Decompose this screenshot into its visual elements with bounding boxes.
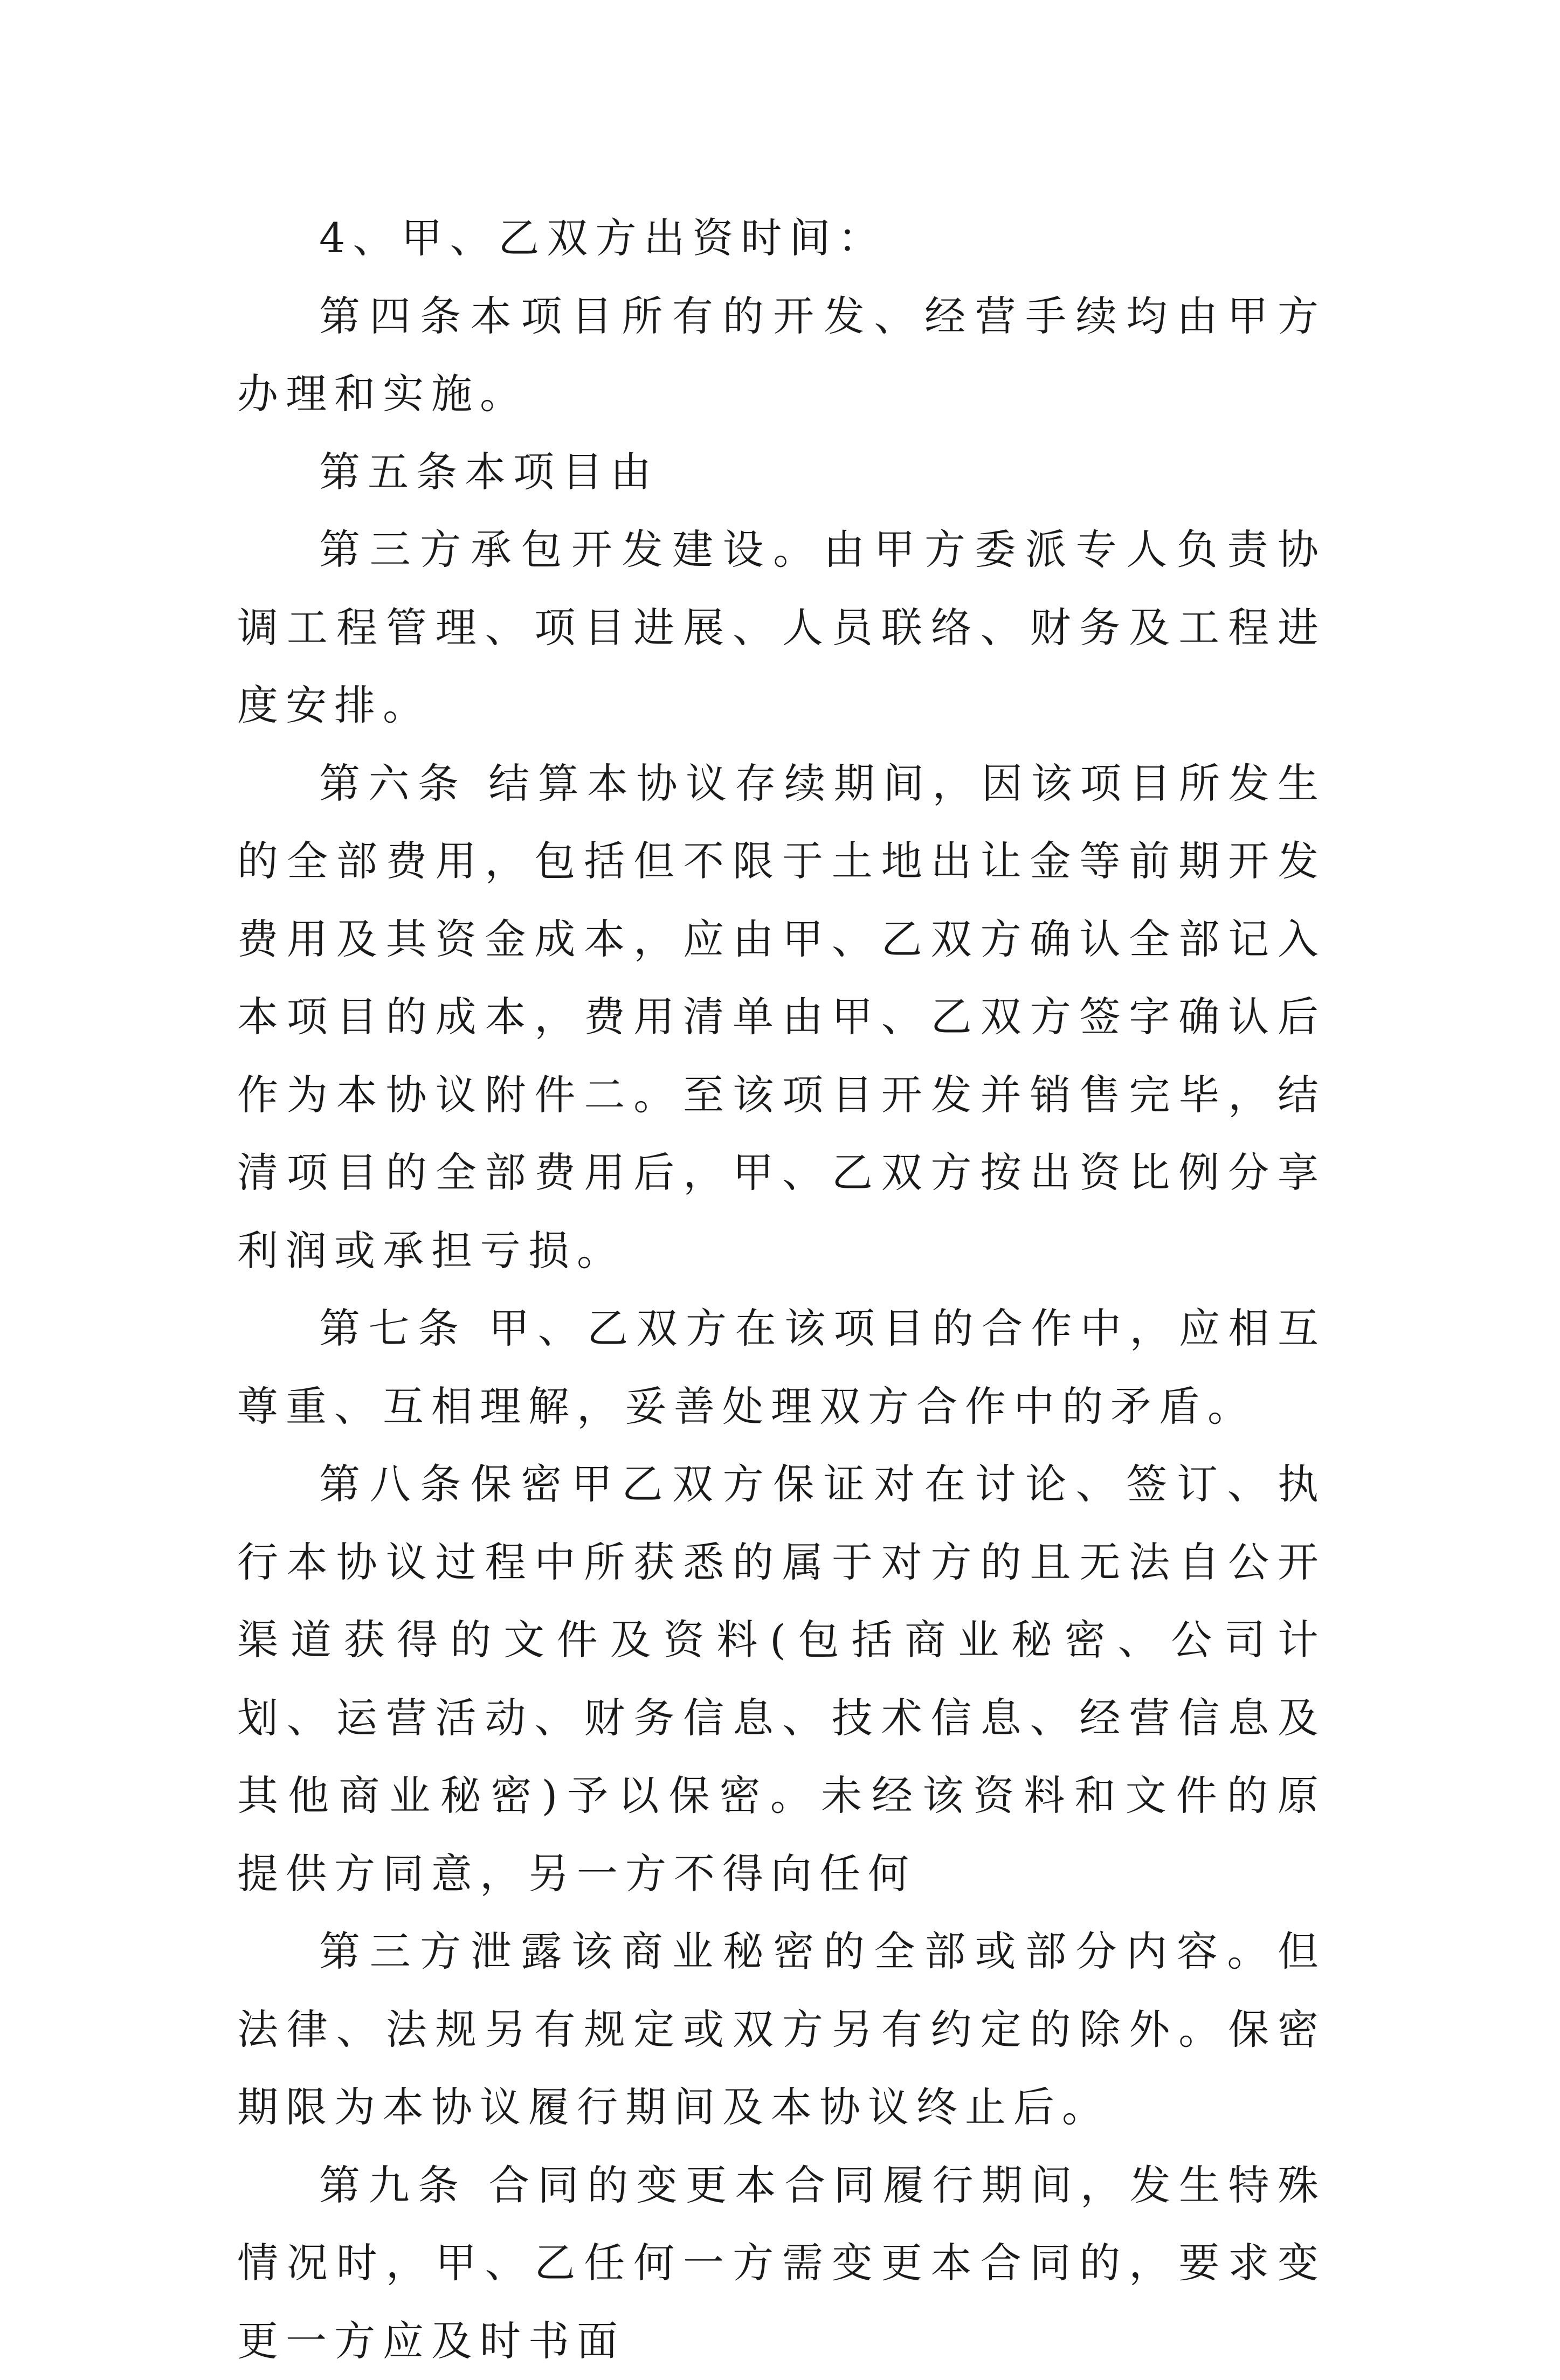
- paragraph-article-7: 第七条 甲、乙双方在该项目的合作中，应相互尊重、互相理解，妥善处理双方合作中的矛盾。: [237, 1290, 1326, 1445]
- paragraph-article-9: 第九条 合同的变更本合同履行期间，发生特殊情况时，甲、乙任何一方需变更本合同的，要求变更一方应及时书面: [237, 2147, 1326, 2380]
- paragraph-article-6: 第六条 结算本协议存续期间，因该项目所发生的全部费用，包括但不限于土地出让金等前期开发费用及其资金成本，应由甲、乙双方确认全部记入本项目的成本，费用清单由甲、乙双方签字确认后作为本协议附件二。至该项目开发并销售完毕，结清项目的全部费用后，甲、乙双方按出资比例分享利润或承担亏损。: [237, 745, 1326, 1290]
- paragraph-article-8-continued: 第三方泄露该商业秘密的全部或部分内容。但法律、法规另有规定或双方另有约定的除外。保密期限为本协议履行期间及本协议终止后。: [237, 1913, 1326, 2147]
- paragraph-article-8: 第八条保密甲乙双方保证对在讨论、签订、执行本协议过程中所获悉的属于对方的且无法自公开渠道获得的文件及资料(包括商业秘密、公司计划、运营活动、财务信息、技术信息、经营信息及其他商业秘密)予以保密。未经该资料和文件的原提供方同意，另一方不得向任何: [237, 1445, 1326, 1913]
- paragraph-article-5-continued: 第三方承包开发建设。由甲方委派专人负责协调工程管理、项目进展、人员联络、财务及工程进度安排。: [237, 511, 1326, 745]
- paragraph-article-4: 第四条本项目所有的开发、经营手续均由甲方办理和实施。: [237, 278, 1326, 433]
- document-body: [237, 199, 1326, 2380]
- paragraph-contribution-time: 4、甲、乙双方出资时间：: [237, 199, 1326, 278]
- paragraph-article-5: 第五条本项目由: [237, 433, 1326, 511]
